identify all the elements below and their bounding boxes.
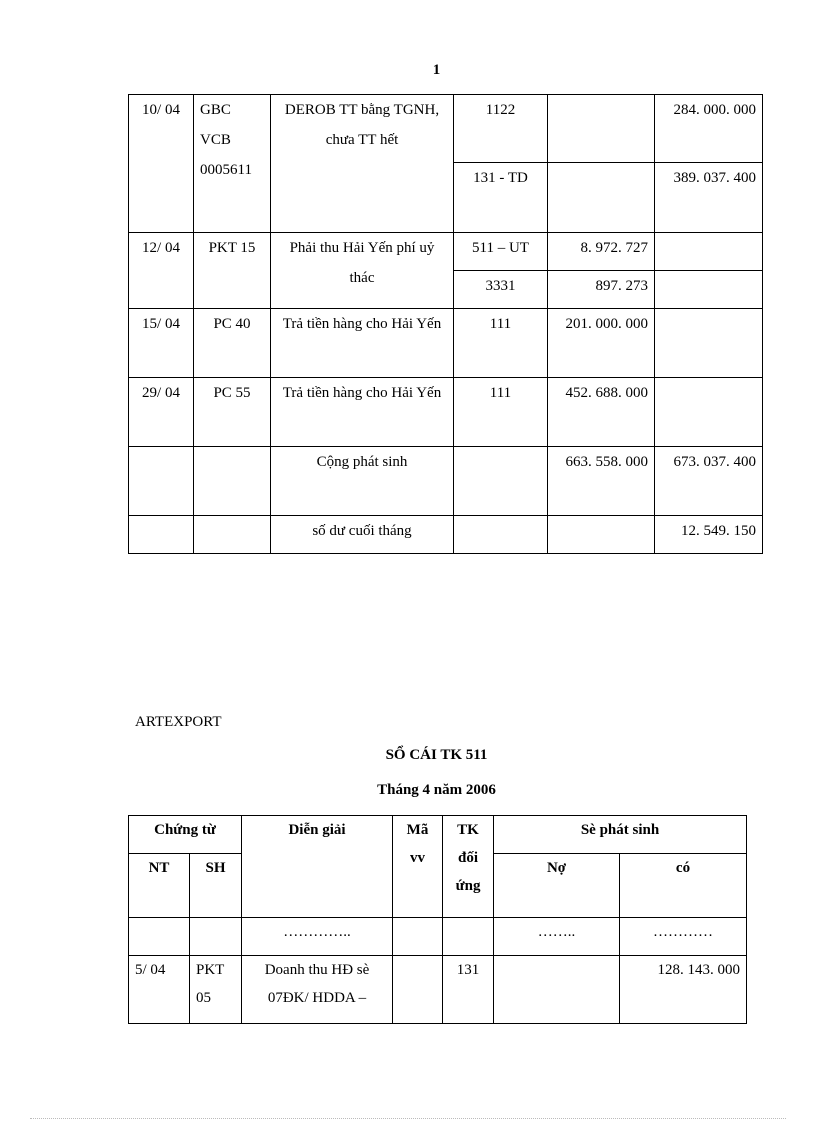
credit-cell: [655, 271, 763, 309]
credit-cell: 284. 000. 000: [655, 95, 763, 163]
sh-header: SH: [190, 854, 242, 918]
credit-cell: 128. 143. 000: [620, 956, 747, 1024]
doc-cell: GBC VCB 0005611: [194, 95, 271, 233]
doc-cell: PC 55: [194, 378, 271, 447]
tk-header: TK đối ứng: [443, 816, 494, 918]
debit-cell: 8. 972. 727: [548, 233, 655, 271]
table-row: [129, 95, 763, 163]
tk-cell: [443, 918, 494, 956]
debit-cell: [548, 163, 655, 233]
ledger-table-2: [128, 815, 747, 1024]
total-label-cell: Cộng phát sinh: [271, 447, 454, 516]
tk-cell: 131: [443, 956, 494, 1024]
ledger-subtitle: Tháng 4 năm 2006: [377, 782, 496, 798]
date-cell: 12/ 04: [129, 233, 194, 309]
page-number: 1: [432, 62, 441, 78]
debit-cell: ……..: [494, 918, 620, 956]
desc-cell: …………..: [242, 918, 393, 956]
acct-cell: 111: [454, 378, 548, 447]
desc-cell: Trả tiền hàng cho Hải Yến: [271, 309, 454, 378]
ledger-title: SỔ CÁI TK 511: [385, 747, 488, 763]
credit-cell: [655, 233, 763, 271]
acct-cell: 3331: [454, 271, 548, 309]
acct-cell: [454, 447, 548, 516]
doc-cell: PC 40: [194, 309, 271, 378]
credit-header: có: [620, 854, 747, 918]
acct-cell: 111: [454, 309, 548, 378]
debit-cell: [548, 95, 655, 163]
credit-cell: 673. 037. 400: [655, 447, 763, 516]
voucher-header: Chứng từ: [129, 816, 242, 854]
credit-cell: 389. 037. 400: [655, 163, 763, 233]
table-row: [129, 309, 763, 378]
table-row: [129, 918, 747, 956]
desc-cell: Trả tiền hàng cho Hải Yến: [271, 378, 454, 447]
table-row: [129, 956, 747, 1024]
ledger-table-1: [128, 94, 763, 554]
header-row: [129, 816, 747, 854]
desc-header: Diễn giải: [242, 816, 393, 918]
date-cell: 10/ 04: [129, 95, 194, 233]
desc-cell: Doanh thu HĐ sè 07ĐK/ HDDA –: [242, 956, 393, 1024]
page-bottom-divider: [30, 1118, 786, 1119]
doc-cell: [194, 447, 271, 516]
acct-cell: 1122: [454, 95, 548, 163]
credit-cell: 12. 549. 150: [655, 516, 763, 554]
acct-cell: 511 – UT: [454, 233, 548, 271]
date-cell: 29/ 04: [129, 378, 194, 447]
credit-cell: [655, 378, 763, 447]
doc-cell: [194, 516, 271, 554]
acct-cell: 131 - TD: [454, 163, 548, 233]
debit-cell: 452. 688. 000: [548, 378, 655, 447]
credit-cell: …………: [620, 918, 747, 956]
debit-header: Nợ: [494, 854, 620, 918]
debit-cell: 663. 558. 000: [548, 447, 655, 516]
debit-cell: [494, 956, 620, 1024]
acct-cell: [454, 516, 548, 554]
desc-cell: Phải thu Hải Yến phí uỷ thác: [271, 233, 454, 309]
debit-cell: [548, 516, 655, 554]
mavv-cell: [393, 918, 443, 956]
debit-cell: 201. 000. 000: [548, 309, 655, 378]
nt-cell: 5/ 04: [129, 956, 190, 1024]
desc-cell: DEROB TT bằng TGNH, chưa TT hết: [271, 95, 454, 233]
nt-cell: [129, 918, 190, 956]
table-row: [129, 447, 763, 516]
sh-cell: PKT 05: [190, 956, 242, 1024]
arising-header: Sè phát sinh: [494, 816, 747, 854]
mavv-header: Mã vv: [393, 816, 443, 918]
table-row: [129, 378, 763, 447]
doc-cell: PKT 15: [194, 233, 271, 309]
table-row: [129, 233, 763, 271]
debit-cell: 897. 273: [548, 271, 655, 309]
date-cell: [129, 516, 194, 554]
nt-header: NT: [129, 854, 190, 918]
organization-name: ARTEXPORT: [135, 714, 222, 730]
sh-cell: [190, 918, 242, 956]
credit-cell: [655, 309, 763, 378]
date-cell: 15/ 04: [129, 309, 194, 378]
table-row: [129, 516, 763, 554]
date-cell: [129, 447, 194, 516]
mavv-cell: [393, 956, 443, 1024]
balance-label-cell: số dư cuối tháng: [271, 516, 454, 554]
